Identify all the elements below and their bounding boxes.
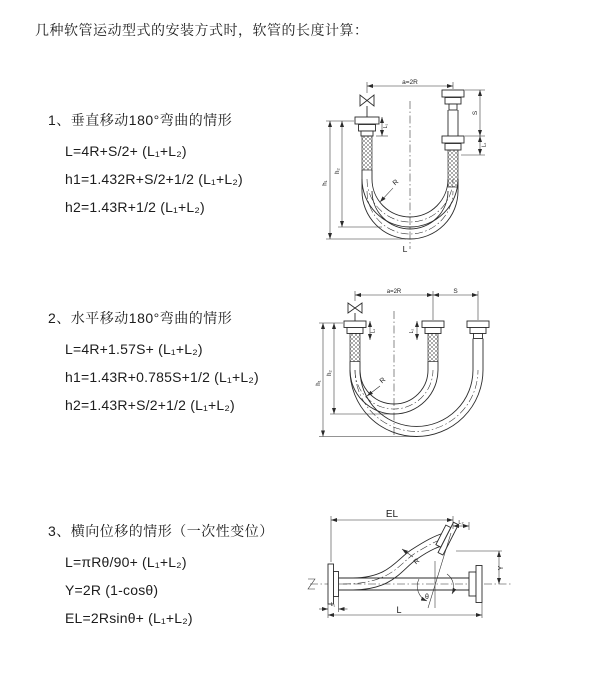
right-flange-upper-position <box>442 90 464 110</box>
dim-label-l2: L₂ <box>481 142 488 148</box>
hose-u-bend <box>350 370 483 437</box>
section-1-heading: 1、垂直移动180°弯曲的情形 <box>48 112 233 128</box>
dim-label-a2r: a=2R <box>402 79 418 86</box>
dim-label-el: EL <box>385 509 399 520</box>
left-flange <box>328 564 339 604</box>
angle-label-theta: θ <box>425 594 429 601</box>
dim-label-l2: L₂ <box>409 328 415 334</box>
dim-label-h1: h₁ <box>316 380 322 386</box>
section-3-formula-Y: Y=2R (1-cosθ) <box>65 582 159 598</box>
braided-hose-section <box>428 334 438 362</box>
dim-label-a2r: a=2R <box>386 289 402 295</box>
section-3-formula-EL: EL=2Rsinθ+ (L₁+L₂) <box>65 610 193 626</box>
left-flange <box>344 321 366 334</box>
section-2-formula-L: L=4R+1.57S+ (L₁+L₂) <box>65 341 203 357</box>
dim-label-l: L <box>396 605 402 615</box>
dim-label-l1: L₁ <box>383 123 389 129</box>
dim-label-s: S <box>472 110 479 116</box>
valve-icon <box>348 303 362 321</box>
section-2-formula-h1: h1=1.43R+0.785S+1/2 (L₁+L₂) <box>65 369 259 385</box>
section-2-heading: 2、水平移动180°弯曲的情形 <box>48 310 233 326</box>
section-2-formula-h2: h2=1.43R+S/2+1/2 (L₁+L₂) <box>65 397 235 413</box>
right-flange-initial-position <box>422 321 444 334</box>
page-title: 几种软管运动型式的安装方式时，软管的长度计算： <box>35 22 369 38</box>
section-1-formula-h2: h2=1.43R+1/2 (L₁+L₂) <box>65 199 205 215</box>
dim-label-l1: L₁ <box>330 602 336 608</box>
dim-label-h2: h₂ <box>335 168 341 174</box>
dim-label-s: S <box>453 288 458 295</box>
radius-label-r: R <box>412 557 422 567</box>
right-flange-straight-position <box>469 566 482 603</box>
left-flange <box>355 117 379 136</box>
valve-icon <box>360 95 374 117</box>
right-flange-moved-position <box>467 321 489 339</box>
dim-label-h2: h₂ <box>327 370 333 376</box>
section-3-heading: 3、横向位移的情形（一次性变位） <box>48 523 274 539</box>
right-flange-lower-position <box>442 136 464 150</box>
section-3 <box>48 521 274 632</box>
section-1 <box>48 110 243 221</box>
section-3-formula-L: L=πRθ/90+ (L₁+L₂) <box>65 554 187 570</box>
braided-hose-section <box>362 136 372 170</box>
dim-label-h1: h₁ <box>322 180 329 186</box>
section-2 <box>48 308 259 419</box>
diagram-vertical-180-bend <box>310 75 590 261</box>
diagram-horizontal-180-bend <box>310 285 590 447</box>
section-1-formula-L: L=4R+S/2+ (L₁+L₂) <box>65 143 187 159</box>
dim-label-l1: L₁ <box>370 328 377 334</box>
dim-label-l: L <box>402 244 408 254</box>
dim-label-y: Y <box>498 565 505 571</box>
diagram-lateral-displacement <box>298 505 600 653</box>
dim-label-l2: L₂ <box>458 520 464 526</box>
radius-label-r: R <box>391 178 401 188</box>
radius-label-r: R <box>378 376 388 386</box>
section-1-formula-h1: h1=1.432R+S/2+1/2 (L₁+L₂) <box>65 171 243 187</box>
braided-hose-section <box>350 334 360 362</box>
